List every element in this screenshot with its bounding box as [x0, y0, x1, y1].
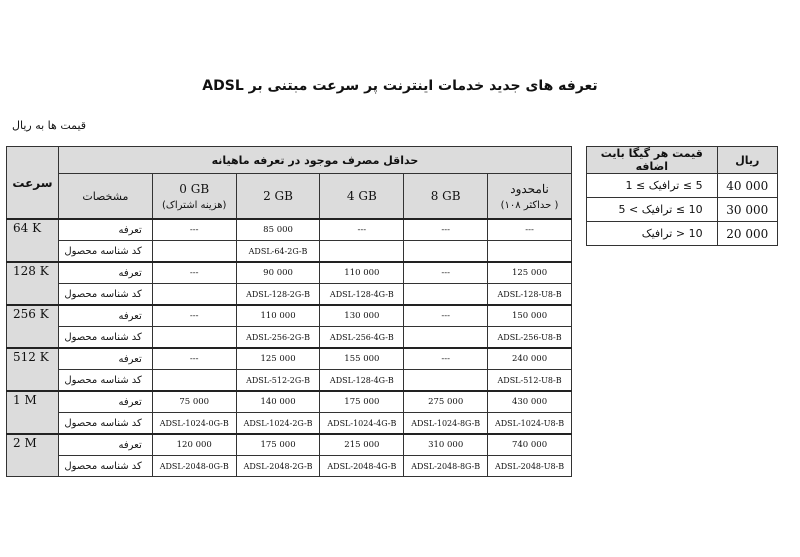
tariff-value: 110 000	[320, 262, 404, 284]
product-code: ADSL-128-4G-B	[320, 370, 404, 392]
header-row-top	[7, 147, 572, 174]
tariff-value: ---	[404, 348, 488, 370]
column-header-main: 0 GB	[179, 181, 210, 196]
tariff-value: ---	[404, 262, 488, 284]
column-header-main: 2 GB	[263, 189, 293, 203]
table-row	[7, 391, 572, 413]
tariff-label: تعرفه	[58, 391, 152, 413]
tariff-value: ---	[152, 305, 236, 327]
table-row	[7, 219, 572, 241]
tariff-value: ---	[404, 219, 488, 241]
product-code: ADSL-1024-8G-B	[404, 413, 488, 435]
tariff-value: 430 000	[488, 391, 572, 413]
table-row	[7, 413, 572, 435]
extra-gb-price: 40 000	[717, 174, 777, 198]
product-code	[404, 284, 488, 306]
product-code: ADSL-512-2G-B	[236, 370, 320, 392]
extra-gb-price: 20 000	[717, 222, 777, 246]
product-code-label: کد شناسه محصول	[58, 327, 152, 349]
speed-cell: 64 K	[7, 219, 59, 262]
tariff-value: 75 000	[152, 391, 236, 413]
speed-cell: 2 M	[7, 434, 59, 477]
table-row	[587, 198, 778, 222]
column-header	[236, 174, 320, 220]
product-code: ADSL-1024-4G-B	[320, 413, 404, 435]
column-header-sub: (هزینه اشتراک)	[162, 199, 227, 211]
product-code: ADSL-256-2G-B	[236, 327, 320, 349]
product-code: ADSL-128-2G-B	[236, 284, 320, 306]
product-code	[152, 327, 236, 349]
tariff-value: 140 000	[236, 391, 320, 413]
product-code	[152, 284, 236, 306]
product-code	[404, 327, 488, 349]
product-code	[152, 241, 236, 263]
min-usage-header: حداقل مصرف موجود در تعرفه ماهیانه	[58, 147, 571, 174]
side-header-row	[587, 147, 778, 174]
tariff-value: ---	[152, 348, 236, 370]
tariff-table	[6, 146, 572, 477]
product-code: ADSL-128-U8-B	[488, 284, 572, 306]
product-code: ADSL-2048-8G-B	[404, 456, 488, 477]
tariff-value: 130 000	[320, 305, 404, 327]
table-row	[7, 284, 572, 306]
traffic-condition: 5 ≥ ترافیک ≥ 1	[587, 174, 718, 198]
tariff-value: 155 000	[320, 348, 404, 370]
speed-header: سرعت	[7, 147, 59, 220]
product-code: ADSL-2048-2G-B	[236, 456, 320, 477]
tariff-label: تعرفه	[58, 305, 152, 327]
traffic-condition: 10 < ترافیک	[587, 222, 718, 246]
product-code: ADSL-512-U8-B	[488, 370, 572, 392]
product-code: ADSL-2048-4G-B	[320, 456, 404, 477]
product-code	[404, 241, 488, 263]
tariff-value: 120 000	[152, 434, 236, 456]
spec-header: مشخصات	[58, 174, 152, 220]
product-code: ADSL-2048-U8-B	[488, 456, 572, 477]
product-code: ADSL-1024-0G-B	[152, 413, 236, 435]
product-code: ADSL-64-2G-B	[236, 241, 320, 263]
tariff-value: 740 000	[488, 434, 572, 456]
tariff-value: 275 000	[404, 391, 488, 413]
product-code-label: کد شناسه محصول	[58, 413, 152, 435]
table-row	[7, 434, 572, 456]
table-row	[7, 370, 572, 392]
tariff-value: 110 000	[236, 305, 320, 327]
column-header-main: 8 GB	[430, 189, 461, 203]
speed-cell: 512 K	[7, 348, 59, 391]
tariff-label: تعرفه	[58, 434, 152, 456]
table-row	[7, 327, 572, 349]
product-code: ADSL-2048-0G-B	[152, 456, 236, 477]
column-header-sub: ( حداکثر ۱۰۸)	[500, 199, 559, 211]
table-row	[7, 262, 572, 284]
product-code-label: کد شناسه محصول	[58, 241, 152, 263]
product-code: ADSL-1024-2G-B	[236, 413, 320, 435]
tariff-value: ---	[404, 305, 488, 327]
table-row	[7, 305, 572, 327]
table-row	[587, 174, 778, 198]
tariff-value: 175 000	[236, 434, 320, 456]
tariff-label: تعرفه	[58, 348, 152, 370]
traffic-condition: 10 ≥ ترافیک > 5	[587, 198, 718, 222]
tariff-value: 85 000	[236, 219, 320, 241]
table-row	[7, 456, 572, 477]
product-code	[320, 241, 404, 263]
tariff-value: 240 000	[488, 348, 572, 370]
table-row	[7, 348, 572, 370]
column-header	[404, 174, 488, 220]
product-code	[404, 370, 488, 392]
tariff-value: 310 000	[404, 434, 488, 456]
product-code: ADSL-256-U8-B	[488, 327, 572, 349]
currency-note: قیمت ها به ریال	[12, 119, 87, 132]
speed-cell: 1 M	[7, 391, 59, 434]
tariff-value: 215 000	[320, 434, 404, 456]
tariff-value: 125 000	[488, 262, 572, 284]
table-row	[587, 222, 778, 246]
tariff-label: تعرفه	[58, 262, 152, 284]
extra-gb-price: 30 000	[717, 198, 777, 222]
tariff-value: ---	[152, 262, 236, 284]
tariff-value: 150 000	[488, 305, 572, 327]
product-code: ADSL-256-4G-B	[320, 327, 404, 349]
tariff-value: 125 000	[236, 348, 320, 370]
speed-cell: 128 K	[7, 262, 59, 305]
tariff-label: تعرفه	[58, 219, 152, 241]
product-code	[152, 370, 236, 392]
page-title: تعرفه های جدید خدمات اینترنت پر سرعت مبتنی بر ADSL	[202, 78, 598, 94]
table-row	[7, 241, 572, 263]
product-code	[488, 241, 572, 263]
product-code-label: کد شناسه محصول	[58, 370, 152, 392]
rial-header: ریال	[717, 147, 777, 174]
column-header	[488, 174, 572, 220]
header-row-columns	[7, 174, 572, 220]
extra-gb-price-table	[586, 146, 778, 246]
tariff-value: 90 000	[236, 262, 320, 284]
extra-gb-header: قیمت هر گیگا بایت اضافه	[587, 147, 718, 174]
product-code: ADSL-128-4G-B	[320, 284, 404, 306]
tariff-value: ---	[488, 219, 572, 241]
column-header-main: نامحدود	[510, 181, 549, 196]
tariff-value: ---	[152, 219, 236, 241]
column-header	[152, 174, 236, 220]
column-header	[320, 174, 404, 220]
column-header-main: 4 GB	[346, 189, 377, 203]
product-code-label: کد شناسه محصول	[58, 284, 152, 306]
product-code: ADSL-1024-U8-B	[488, 413, 572, 435]
tariff-value: 175 000	[320, 391, 404, 413]
tariff-value: ---	[320, 219, 404, 241]
product-code-label: کد شناسه محصول	[58, 456, 152, 477]
speed-cell: 256 K	[7, 305, 59, 348]
